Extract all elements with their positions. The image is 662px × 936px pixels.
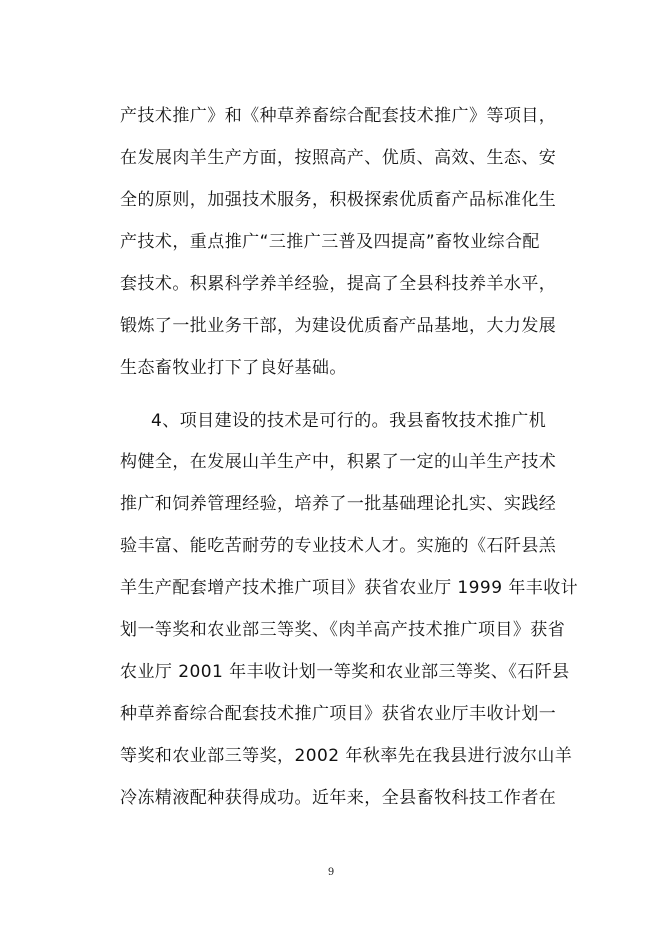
text-line: 农业厅 2001 年丰收计划一等奖和农业部三等奖、《石阡县 xyxy=(120,662,570,682)
text-line: 生态畜牧业打下了良好基础。 xyxy=(120,358,347,378)
text-line: 产技术，重点推广“三推广三普及四提高”畜牧业综合配 xyxy=(120,232,540,252)
text-line: 划一等奖和农业部三等奖、《肉羊高产技术推广项目》获省 xyxy=(120,620,566,640)
text-line: 羊生产配套增产技术推广项目》获省农业厅 1999 年丰收计 xyxy=(120,578,579,598)
text-line: 冷冻精液配种获得成功。近年来，全县畜牧科技工作者在 xyxy=(120,788,557,808)
text-line: 套技术。积累科学养羊经验，提高了全县科技养羊水平， xyxy=(120,274,557,294)
page-number: 9 xyxy=(327,867,335,878)
text-line: 锻炼了一批业务干部，为建设优质畜产品基地，大力发展 xyxy=(120,316,557,336)
text-line: 验丰富、能吃苦耐劳的专业技术人才。实施的《石阡县羔 xyxy=(120,536,557,556)
text-line: 种草养畜综合配套技术推广项目》获省农业厅丰收计划一 xyxy=(120,704,557,724)
text-line: 产技术推广》和《种草养畜综合配套技术推广》等项目， xyxy=(120,106,557,126)
text-line: 等奖和农业部三等奖，2002 年秋率先在我县进行波尔山羊 xyxy=(120,746,573,766)
text-line: 全的原则，加强技术服务，积极探索优质畜产品标准化生 xyxy=(120,190,557,210)
text-line: 推广和饲养管理经验，培养了一批基础理论扎实、实践经 xyxy=(120,494,557,514)
text-line: 构健全，在发展山羊生产中，积累了一定的山羊生产技术 xyxy=(120,452,557,472)
paragraph-start-line: 4、项目建设的技术是可行的。我县畜牧技术推广机 xyxy=(151,411,547,431)
text-line: 在发展肉羊生产方面，按照高产、优质、高效、生态、安 xyxy=(120,148,557,168)
